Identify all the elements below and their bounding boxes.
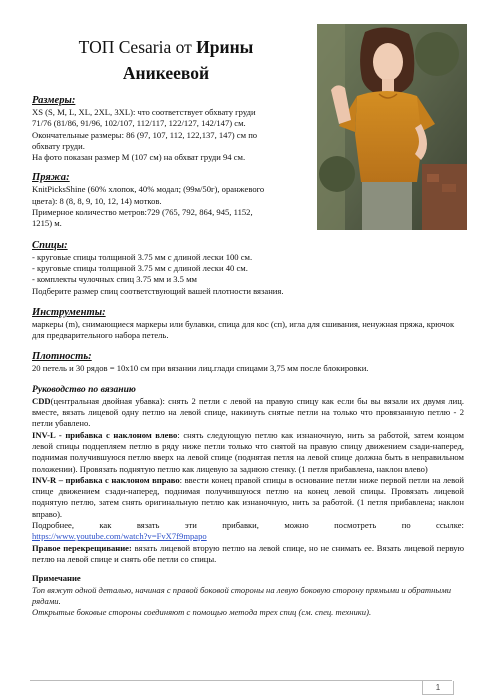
note-line: Открытые боковые стороны соединяют с помощью метода трех спиц (см. спец. техники).	[32, 607, 372, 618]
more-word: посмотреть	[334, 520, 377, 531]
note-line: Топ вяжут одной деталью, начиная с правой боковой стороны на левую боковую сторону прямыми и обратными рядами.	[32, 584, 451, 606]
yarn-line: KnitPicksShine (60% хлопок, 40% модал; (99м/50г), оранжевого	[32, 184, 265, 195]
cdd-term: CDD	[32, 395, 51, 406]
more-info-line	[32, 520, 464, 531]
guide-section	[32, 384, 464, 565]
needles-section	[32, 239, 464, 297]
more-word: как	[99, 520, 112, 531]
guide-heading: Руководство по вязанию	[32, 383, 136, 395]
yarn-section	[32, 171, 304, 229]
needles-heading: Спицы:	[32, 239, 68, 251]
tools-heading: Инструменты:	[32, 306, 106, 318]
inv-r-text: : ввести конец правой спицы в основание петли ниже первой петли на левой спице движением сзади-наперед, поднимая получившуюся петлю на конец левой спицы. Провязать лицевой поднятую петлю, затем снять оригинальную петлю как изнаночную, нить за работой. (1 петля прибавлена; наклон вправо).	[32, 474, 464, 519]
yarn-line: 1215) м.	[32, 218, 62, 229]
inv-l-text: : снять следующую петлю как изнаночную, нить за работой, затем концом левой спицы подцепляем петлю в ряду ниже петли только что снятой на правую спицу движением сзади-наперед, поднимая получившуюся петлю вверх на левой спице (поднятая петля на левой спице должна быть в неправильном положении). Провязать поднятую петлю как лицевую за заднюю стенку. (1 петля прибавлена, наклон влево)	[32, 429, 464, 474]
note-heading: Примечание	[32, 573, 81, 584]
inv-l-term: INV-L - прибавка с наклоном влево	[32, 429, 178, 440]
yarn-heading: Пряжа:	[32, 172, 70, 184]
title-author-last: Аникеевой	[122, 63, 210, 83]
page-number: 1	[422, 681, 454, 695]
document-body	[32, 94, 464, 618]
sizes-line: 71/76 (81/86, 91/96, 102/107, 112/117, 122/127, 142/147) см.	[32, 118, 246, 129]
sizes-line: На фото показан размер M (107 см) на обхват груди 94 см.	[32, 152, 246, 163]
gauge-section	[32, 350, 464, 374]
more-word: по	[401, 520, 411, 531]
footer-divider	[30, 680, 452, 681]
more-word: прибавки,	[222, 520, 259, 531]
guide-cdd	[32, 396, 464, 430]
more-word: Подробнее,	[32, 520, 74, 531]
more-word: можно	[284, 520, 309, 531]
more-word: эти	[184, 520, 197, 531]
guide-cross	[32, 543, 464, 566]
note-section	[32, 573, 464, 618]
yarn-line: цвета): 8 (8, 8, 9, 10, 12, 14) мотков.	[32, 195, 162, 206]
more-word: вязать	[136, 520, 160, 531]
guide-inv-l	[32, 430, 464, 475]
guide-inv-r	[32, 475, 464, 520]
inv-r-term: INV-R – прибавка с наклоном вправо	[32, 474, 180, 485]
page-title	[30, 34, 302, 86]
cdd-text: (центральная двойная убавка): снять 2 петли с левой на правую спицу как если бы вы вязали их двумя лиц. вместе, вязать лицевой одну петлю на левой спице, накинуть снятые петли на только что провязанную петлю - 2 петли убавлено.	[32, 395, 464, 429]
gauge-heading: Плотность:	[32, 351, 92, 363]
sizes-line: Окончательные размеры: 86 (97, 107, 112, 122,137, 147) см по	[32, 129, 258, 140]
sizes-section	[32, 94, 304, 163]
tools-section	[32, 306, 464, 342]
sizes-line: XS (S, M, L, XL, 2XL, 3XL): что соответствует обхвату груди	[32, 107, 256, 117]
needles-line: Подберите размер спиц соответствующий вашей плотности вязания.	[32, 285, 284, 296]
sizes-heading: Размеры:	[32, 95, 76, 106]
yarn-line: Примерное количество метров:729 (765, 792, 864, 945, 1152,	[32, 207, 253, 218]
youtube-link[interactable]: https://www.youtube.com/watch?v=FvX7f9mpapo	[32, 531, 207, 542]
title-author-first: Ирины	[196, 37, 254, 57]
more-word: ссылке:	[436, 520, 464, 531]
needles-line: - круговые спицы толщиной 3.75 мм с длиной лески 40 см.	[32, 262, 248, 273]
gauge-text: 20 петель и 30 рядов = 10x10 см при вязании лиц.глади спицами 3,75 мм после блокировки.	[32, 363, 369, 374]
needles-line: - круговые спицы толщиной 3.75 мм с длиной лески 100 см.	[32, 251, 253, 262]
sizes-line: обхвату груди.	[32, 140, 85, 151]
cross-text: вязать лицевой вторую петлю на левой спице, но не снимать ее. Вязать лицевой первую петлю на левой спице и снять обе петли со спицы.	[32, 542, 465, 564]
title-prefix: ТОП Cesaria от	[78, 37, 197, 57]
tools-text: маркеры (m), снимающиеся маркеры или булавки, спица для кос (сп), игла для сшивания, ненужная пряжа, крючок для предварительного набора петель.	[32, 318, 455, 341]
needles-line: - комплекты чулочных спиц 3.75 мм и 3.5 мм	[32, 274, 197, 285]
cross-term: Правое перекрещивание:	[32, 542, 132, 553]
